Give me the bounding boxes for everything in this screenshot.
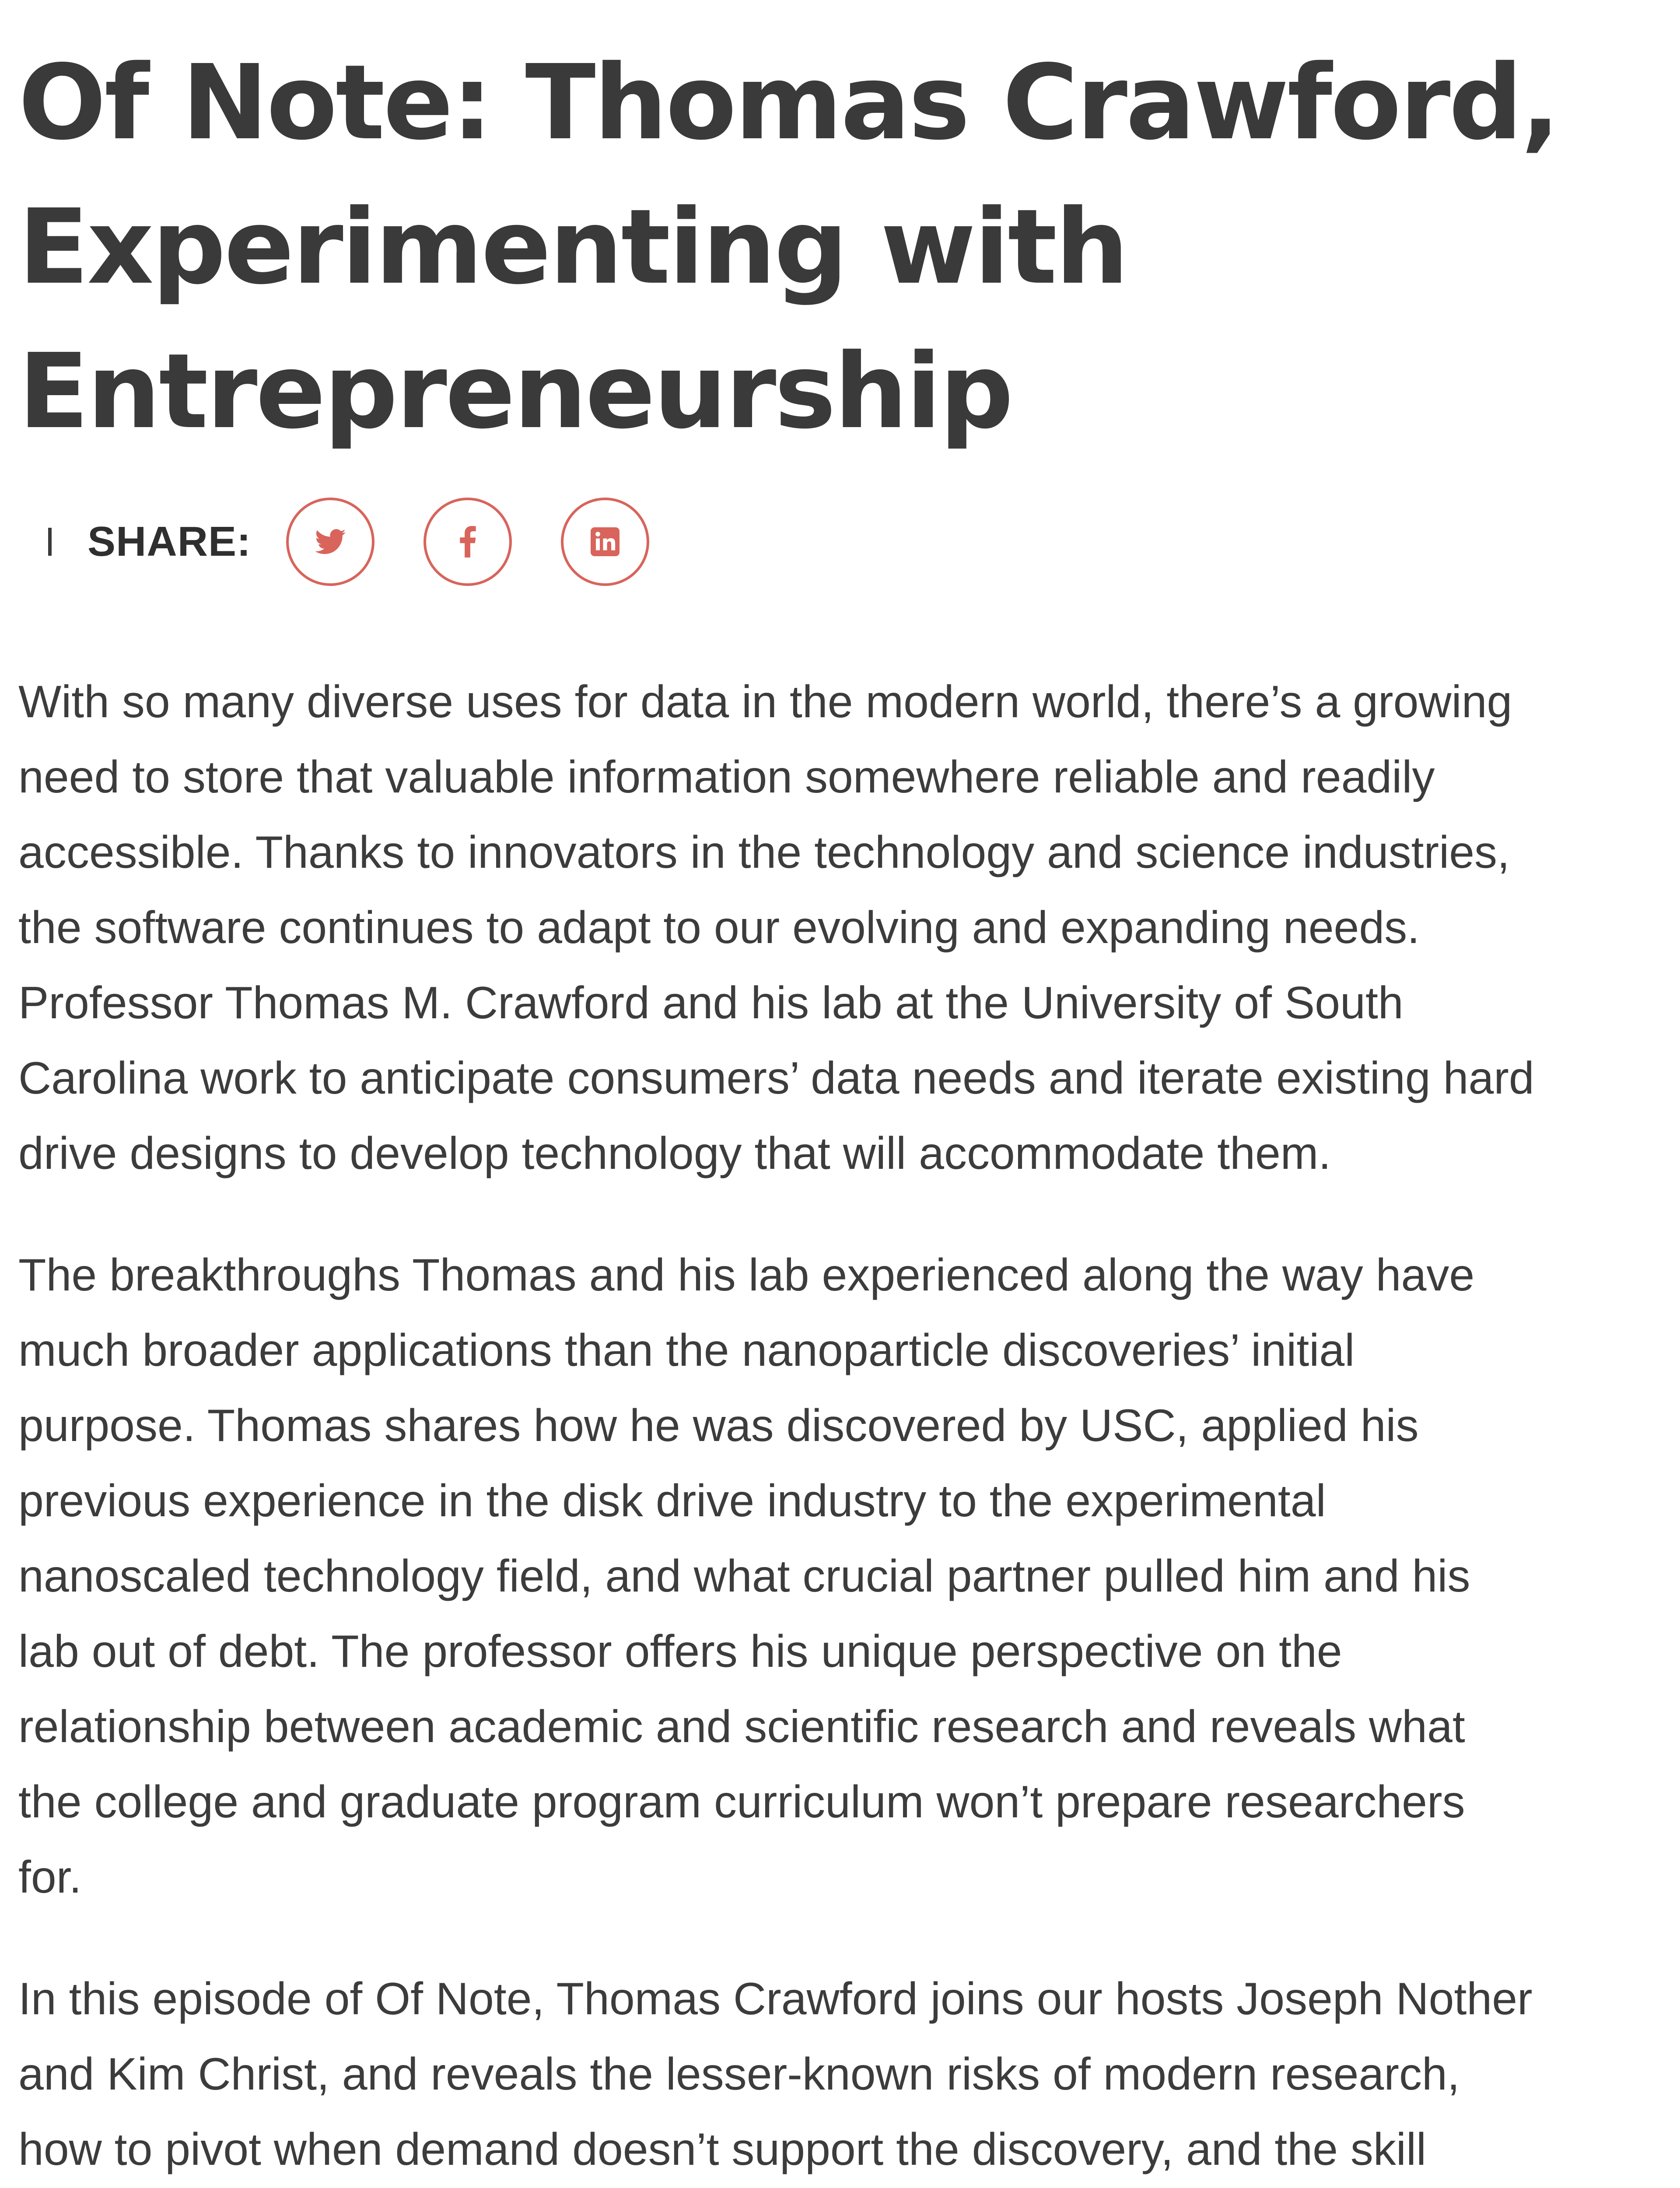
paragraph-line: need to store that valuable information somewhere reliable and readily — [18, 752, 1435, 803]
paragraph-line: With so many diverse uses for data in the modern world, there’s a growing — [18, 677, 1512, 727]
article-title — [18, 31, 1559, 464]
share-twitter-button[interactable] — [286, 498, 374, 586]
linkedin-icon — [591, 527, 620, 556]
paragraph-line: nanoscaled technology field, and what crucial partner pulled him and his — [18, 1551, 1470, 1602]
paragraph-line: how to pivot when demand doesn’t support the discovery, and the skill — [18, 2124, 1427, 2175]
title-line: Of Note: Thomas Crawford, — [18, 42, 1559, 163]
title-line: Experimenting with — [18, 187, 1127, 307]
paragraph-line: the college and graduate program curriculum won’t prepare researchers — [18, 1777, 1465, 1827]
paragraph-line: purpose. Thomas shares how he was discovered by USC, applied his — [18, 1400, 1419, 1451]
twitter-icon — [315, 529, 346, 555]
article-paragraph — [18, 1238, 1680, 1915]
facebook-icon — [459, 526, 476, 558]
share-bar — [48, 494, 698, 590]
paragraph-line: much broader applications than the nanoparticle discoveries’ initial — [18, 1325, 1355, 1376]
article-body — [18, 664, 1680, 2188]
paragraph-line: for. — [18, 1852, 82, 1903]
share-facebook-button[interactable] — [424, 498, 512, 586]
share-label: SHARE: — [88, 518, 252, 565]
paragraph-line: previous experience in the disk drive industry to the experimental — [18, 1476, 1326, 1526]
article-paragraph — [18, 664, 1680, 1191]
paragraph-line: the software continues to adapt to our evolving and expanding needs. — [18, 902, 1420, 953]
article-paragraph — [18, 1961, 1680, 2188]
paragraph-line: relationship between academic and scientific research and reveals what — [18, 1701, 1465, 1752]
paragraph-line: accessible. Thanks to innovators in the technology and science industries, — [18, 827, 1510, 878]
share-divider — [48, 528, 52, 556]
paragraph-line: drive designs to develop technology that will accommodate them. — [18, 1128, 1331, 1179]
paragraph-line: Professor Thomas M. Crawford and his lab at the University of South — [18, 978, 1404, 1028]
paragraph-line: Carolina work to anticipate consumers’ data needs and iterate existing hard — [18, 1053, 1534, 1104]
paragraph-line: In this episode of Of Note, Thomas Crawford joins our hosts Joseph Nother — [18, 1974, 1533, 2024]
paragraph-line: The breakthroughs Thomas and his lab experienced along the way have — [18, 1250, 1475, 1301]
title-line: Entrepreneurship — [18, 331, 1012, 452]
paragraph-line: lab out of debt. The professor offers his unique perspective on the — [18, 1626, 1342, 1677]
paragraph-line: and Kim Christ, and reveals the lesser-known risks of modern research, — [18, 2049, 1460, 2100]
share-linkedin-button[interactable] — [561, 498, 649, 586]
